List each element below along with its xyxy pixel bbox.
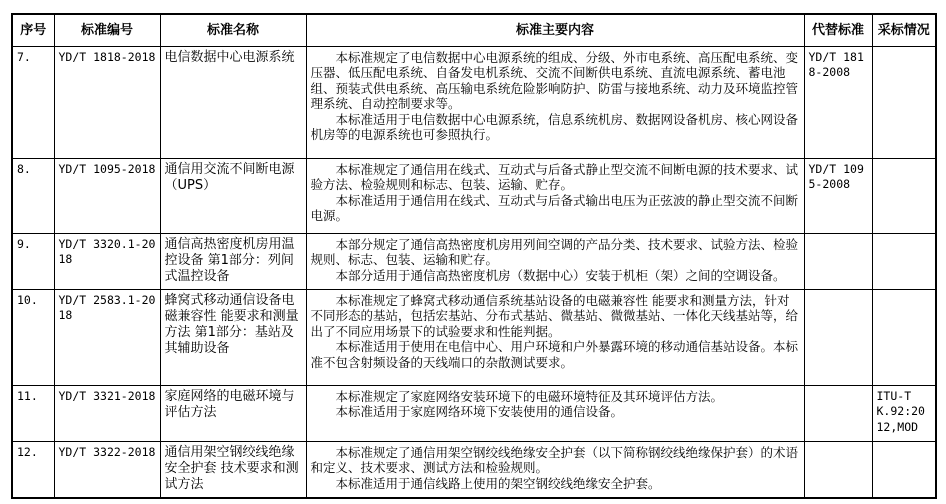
column-header-standard-name: 标准名称 (160, 14, 306, 46)
content-paragraph: 本标准适用于通信用在线式、互动式与后备式输出电压为正弦波的静止型交流不间断电源。 (310, 192, 799, 223)
content-cell (306, 46, 804, 158)
table-row (12, 233, 936, 289)
column-header-main-content: 标准主要内容 (306, 14, 804, 46)
content-paragraph: 本部分规定了通信高热密度机房用列间空调的产品分类、技术要求、试验方法、检验规则、标志、包装、运输和贮存。 (310, 236, 799, 267)
replaced-standard-cell: YD/T 1818-2008 (804, 46, 872, 158)
serial-cell: 8. (12, 158, 54, 233)
replaced-standard-cell (804, 289, 872, 385)
content-cell (306, 441, 804, 498)
table-row (12, 441, 936, 498)
replaced-standard-cell (804, 441, 872, 498)
table-row (12, 158, 936, 233)
content-paragraph: 本部分适用于通信高热密度机房（数据中心）安装于机柜（架）之间的空调设备。 (335, 267, 786, 283)
adoption-status-cell (872, 289, 936, 385)
content-paragraph: 本标准适用于通信线路上使用的架空钢绞线绝缘安全护套。 (335, 475, 661, 491)
column-header-adoption-status: 采标情况 (872, 14, 936, 46)
content-paragraph: 本标准适用于使用在电信中心、用户环境和户外暴露环境的移动通信基站设备。本标准不包含射频设备的天线端口的杂散测试要求。 (310, 339, 799, 370)
content-paragraph: 本标准规定了通信用在线式、互动式与后备式静止型交流不间断电源的技术要求、试验方法、检验规则和标志、包装、运输、贮存。 (310, 161, 799, 192)
standards-table (11, 13, 937, 499)
serial-cell: 10. (12, 289, 54, 385)
standard-name-cell: 通信用交流不间断电源（UPS） (160, 158, 306, 233)
content-paragraph: 本标准规定了家庭网络安装环境下的电磁环境特征及其环境评估方法。 (335, 388, 724, 404)
adoption-status-cell (872, 441, 936, 498)
standard-name-cell: 家庭网络的电磁环境与评估方法 (160, 385, 306, 441)
serial-cell: 11. (12, 385, 54, 441)
column-header-serial: 序号 (12, 14, 54, 46)
replaced-standard-cell (804, 385, 872, 441)
serial-cell: 12. (12, 441, 54, 498)
table-row (12, 289, 936, 385)
standard-code-cell: YD/T 1818-2018 (54, 46, 160, 158)
column-header-standard-code: 标准编号 (54, 14, 160, 46)
adoption-status-cell (872, 158, 936, 233)
serial-cell: 9. (12, 233, 54, 289)
standard-code-cell: YD/T 3320.1-2018 (54, 233, 160, 289)
table-row (12, 385, 936, 441)
content-cell (306, 385, 804, 441)
standard-code-cell: YD/T 2583.1-2018 (54, 289, 160, 385)
standard-name-cell: 蜂窝式移动通信设备电磁兼容性 能要求和测量方法 第1部分：基站及其辅助设备 (160, 289, 306, 385)
standard-name-cell: 电信数据中心电源系统 (160, 46, 306, 158)
adoption-status-cell (872, 46, 936, 158)
column-header-replaced-standard: 代替标准 (804, 14, 872, 46)
content-paragraph: 本标准规定了通信用架空钢绞线绝缘安全护套（以下简称钢绞线绝缘保护套）的术语和定义、技术要求、测试方法和检验规则。 (310, 444, 799, 475)
standard-name-cell: 通信高热密度机房用温控设备 第1部分：列间式温控设备 (160, 233, 306, 289)
standard-code-cell: YD/T 1095-2018 (54, 158, 160, 233)
table-row (12, 46, 936, 158)
content-paragraph: 本标准适用于家庭网络环境下安装使用的通信设备。 (335, 404, 624, 419)
serial-cell: 7. (12, 46, 54, 158)
content-cell (306, 158, 804, 233)
content-paragraph: 本标准规定了蜂窝式移动通信系统基站设备的电磁兼容性 能要求和测量方法，针对不同形态的基站，包括宏基站、分布式基站、微基站、微微基站、一体化天线基站等，给出了不同应用场景下的试验要求和性能判据。 (310, 292, 799, 339)
standard-code-cell: YD/T 3321-2018 (54, 385, 160, 441)
content-paragraph: 本标准规定了电信数据中心电源系统的组成、分级、外市电系统、高压配电系统、变压器、低压配电系统、自备发电机系统、交流不间断供电系统、直流电源系统、蓄电池组、预装式供电系统、高压输电系统危险影响防护、防雷与接地系统、动力及环境监控管理系统、自动控制要求等。 (310, 49, 799, 111)
content-cell (306, 233, 804, 289)
content-paragraph: 本标准适用于电信数据中心电源系统，信息系统机房、数据网设备机房、核心网设备机房等的电源系统也可参照执行。 (310, 111, 799, 142)
adoption-status-cell (872, 233, 936, 289)
replaced-standard-cell (804, 233, 872, 289)
standard-name-cell: 通信用架空钢绞线绝缘安全护套 技术要求和测试方法 (160, 441, 306, 498)
header-row (12, 14, 936, 46)
adoption-status-cell: ITU-T K.92:2012,MOD (872, 385, 936, 441)
standard-code-cell: YD/T 3322-2018 (54, 441, 160, 498)
content-cell (306, 289, 804, 385)
replaced-standard-cell: YD/T 1095-2008 (804, 158, 872, 233)
